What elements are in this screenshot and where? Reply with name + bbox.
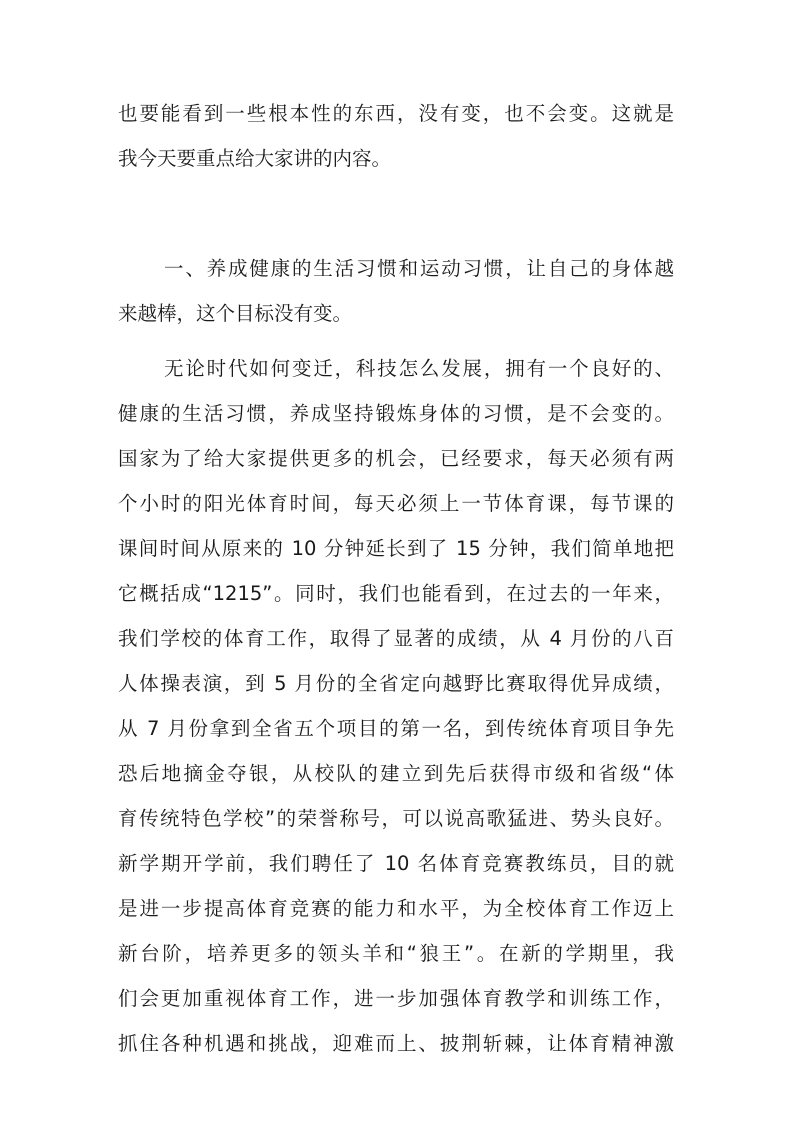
text-line: 我今天要重点给大家讲的内容。	[118, 147, 392, 170]
text-line: 它概括成“1215”。同时，我们也能看到，在过去的一年来，	[118, 582, 674, 605]
text-line: 健康的生活习惯，养成坚持锻炼身体的习惯，是不会变的。	[118, 402, 674, 425]
text-line: 人体操表演，到 5 月份的全省定向越野比赛取得优异成绩，	[118, 672, 674, 695]
text-line: 一、养成健康的生活习惯和运动习惯，让自己的身体越	[164, 257, 674, 280]
text-line: 无论时代如何变迁，科技怎么发展，拥有一个良好的、	[164, 357, 674, 380]
text-line: 新学期开学前，我们聘任了 10 名体育竞赛教练员，目的就	[118, 852, 674, 875]
text-line: 从 7 月份拿到全省五个项目的第一名，到传统体育项目争先	[118, 717, 674, 740]
text-line: 课间时间从原来的 10 分钟延长到了 15 分钟，我们简单地把	[118, 537, 674, 560]
text-line: 抓住各种机遇和挑战，迎难而上、披荆斩棘，让体育精神激	[118, 1032, 674, 1055]
text-line: 也要能看到一些根本性的东西，没有变，也不会变。这就是	[118, 102, 674, 125]
text-line: 们会更加重视体育工作，进一步加强体育教学和训练工作，	[118, 987, 674, 1010]
text-line: 育传统特色学校”的荣誉称号，可以说高歌猛进、势头良好。	[118, 807, 674, 830]
text-line: 新台阶，培养更多的领头羊和“狼王”。在新的学期里，我	[118, 942, 674, 965]
text-line: 我们学校的体育工作，取得了显著的成绩，从 4 月份的八百	[118, 627, 674, 650]
text-line: 是进一步提高体育竞赛的能力和水平，为全校体育工作迈上	[118, 897, 674, 920]
text-line: 来越棒，这个目标没有变。	[118, 302, 353, 325]
text-line: 恐后地摘金夺银，从校队的建立到先后获得市级和省级“体	[118, 762, 674, 785]
text-line: 国家为了给大家提供更多的机会，已经要求，每天必须有两	[118, 447, 674, 470]
text-line: 个小时的阳光体育时间，每天必须上一节体育课，每节课的	[118, 492, 674, 515]
